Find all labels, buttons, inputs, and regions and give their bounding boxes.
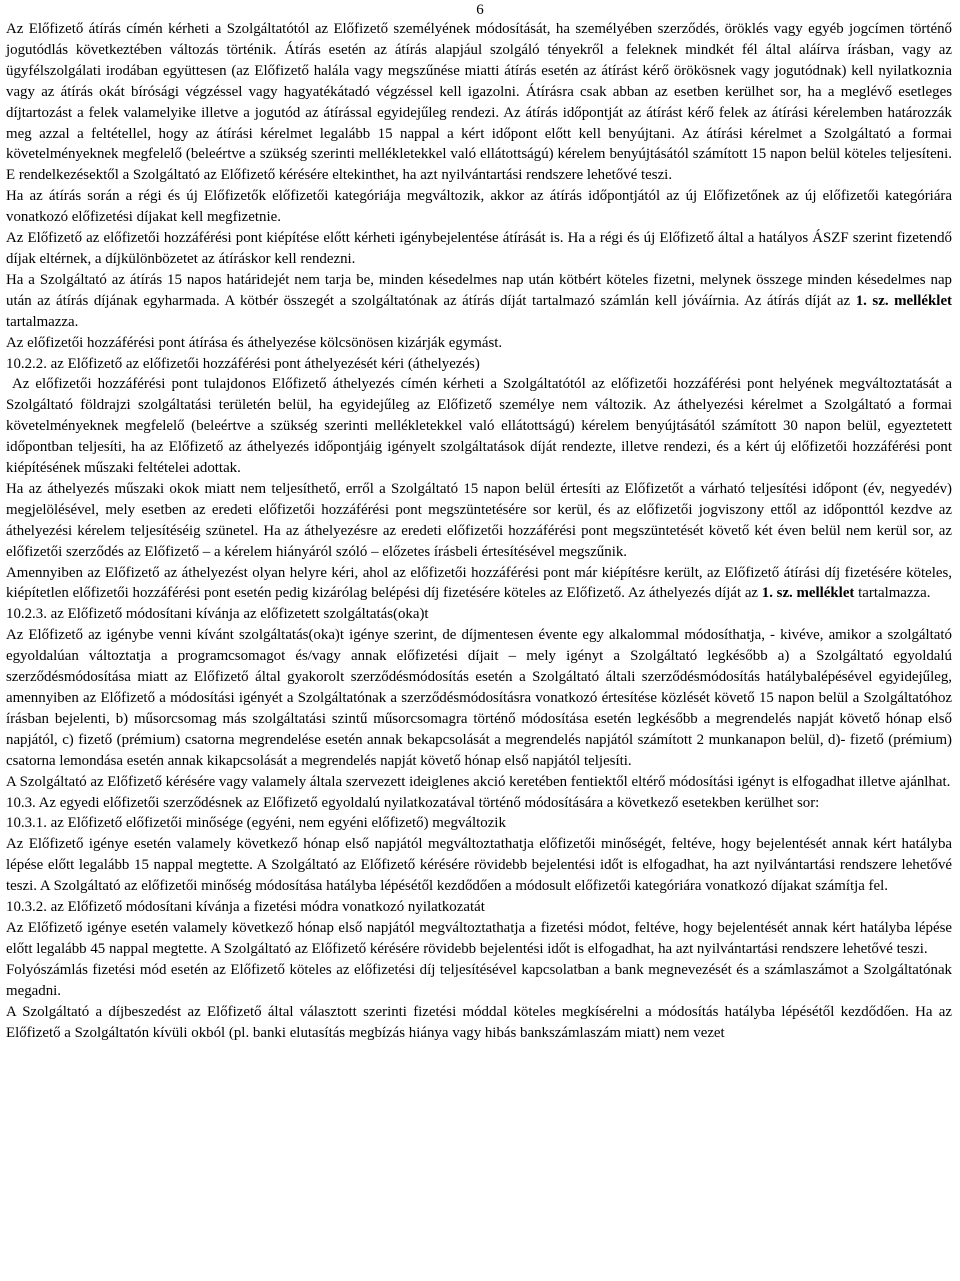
text-run: tartalmazza. — [854, 585, 931, 602]
text-run: 10.3.2. az Előfizető módosítani kívánja a fizetési módra vonatkozó nyilatkozatát — [6, 899, 485, 916]
text-run: Az Előfizető igénye esetén valamely következő hónap első napjától megváltoztathatja előfizetői minőségét, feltéve, hogy bejelentését annak kért hatályba lépése előtt legalább 15 nappal megtette. A Szolgáltató az Előfizető kérésére rövidebb bejelentési időt is elfogadhat, ha azt nyilvántartási rendszere lehetővé teszi. A Szolgáltató az előfizetői minőség módosítása hatályba lépésétől kezdődően a módosult előfizetői kategóriára vonatkozó díjakat számítja fel. — [6, 836, 952, 895]
paragraph — [6, 19, 952, 186]
section-heading — [6, 604, 952, 625]
paragraph — [6, 186, 952, 228]
text-run: Ha az átírás során a régi és új Előfizetők előfizetői kategóriája megváltozik, akkor az átírás időpontjától az új Előfizetőnek az új előfizetői kategóriára vonatkozó előfizetési díjakat kell megfizetnie. — [6, 188, 952, 226]
text-run: Az Előfizető igénye esetén valamely következő hónap első napjától megváltoztathatja a fizetési módot, feltéve, hogy bejelentését annak kért hatályba lépése előtt legalább 45 nappal megtette. A Szolgáltató az Előfizető kérésére rövidebb bejelentési időt is elfogadhat, ha azt nyilvántartási rendszere lehetővé teszi. — [6, 919, 952, 957]
text-run: 10.3. Az egyedi előfizetői szerződésnek az Előfizető egyoldalú nyilatkozatával történő módosítására a következő esetekben kerülhet sor: — [6, 794, 820, 811]
text-run: 10.2.3. az Előfizető módosítani kívánja az előfizetett szolgáltatás(oka)t — [6, 606, 429, 623]
text-run: 10.2.2. az Előfizető az előfizetői hozzáférési pont áthelyezését kéri (áthelyezés) — [6, 355, 480, 372]
paragraph — [6, 834, 952, 897]
paragraph — [6, 1002, 952, 1044]
text-run: A Szolgáltató az Előfizető kérésére vagy valamely általa szervezett ideiglenes akció keretében fentiektől eltérő módosítási igényt is elfogadhat illetve ajánlhat. — [6, 773, 951, 790]
body-text — [6, 19, 952, 1043]
text-run: Az előfizetői hozzáférési pont átírása és áthelyezése kölcsönösen kizárják egymást. — [6, 334, 503, 351]
paragraph — [6, 479, 952, 563]
text-run: tartalmazza. — [6, 313, 79, 330]
text-run: Amennyiben az Előfizető az áthelyezést olyan helyre kéri, ahol az előfizetői hozzáférési pont már kiépítésre került, az Előfizető átírási díj fizetésére köteles, kiépítetlen előfizetői hozzáférési pont esetén pedig kizárólag belépési díj fizetésére köteles az Előfizető. Az áthelyezés díját az — [6, 564, 952, 602]
paragraph — [6, 333, 952, 354]
text-run: A Szolgáltató a díjbeszedést az Előfizető által választott szerinti fizetési móddal köteles megkísérelni a módosítás hatályba lépésétől kezdődően. Ha az Előfizető a Szolgáltatón kívüli okból (pl. banki elutasítás megbízás hiánya vagy hibás bankszámlaszám miatt) nem vezet — [6, 1003, 952, 1041]
section-heading — [6, 813, 952, 834]
bold-reference: 1. sz. melléklet — [761, 585, 855, 602]
bold-reference: 1. sz. melléklet — [855, 292, 953, 309]
paragraph — [6, 374, 952, 479]
paragraph — [6, 270, 952, 333]
paragraph — [6, 918, 952, 960]
paragraph — [6, 563, 952, 605]
paragraph — [6, 772, 952, 793]
text-run: Az Előfizető átírás címén kérheti a Szolgáltatótól az Előfizető személyének módosítását, ha személyében szerződés, öröklés vagy egyéb jogcímen történő jogutódlás következtében változás történik. Átírás esetén az átírás alapjául szolgáló tényekről a feleknek mindkét fél által aláírva írásban, vagy az ügyfélszolgálati irodában együttesen (az Előfizető halála vagy megszűnése miatti átírás esetén az átírást kérő örökösnek vagy jogutódnak) kell nyilatkoznia vagy az átírás okát bírósági végzéssel vagy hagyatékátadó végzéssel kell igazolni. Átírásra csak abban az esetben kerülhet sor, ha a meglévő esetleges díjtartozást a felek valamelyike illetve a jogutód az átírással egyidejűleg rendezi. Az átírás időpontját az átírást kérő felek az átírási kérelemben határozzák meg azzal a feltétellel, hogy az átírási kérelmet legalább 15 nappal a kért időpont előtt kell benyújtani. Az átírási kérelmet a Szolgáltató a formai követelményeknek megfelelő (beleértve a szükség szerinti mellékletekkel való ellátottságú) kérelem benyújtásától számított 15 napon belül köteles teljesíteni. E rendelkezésektől a Szolgáltató az Előfizető kérésére eltekinthet, ha azt nyilvántartási rendszere lehetővé teszi. — [6, 21, 952, 184]
section-heading — [6, 897, 952, 918]
text-run: Ha a Szolgáltató az átírás 15 napos határidejét nem tarja be, minden késedelmes nap után kötbért köteles fizetni, melynek összege minden késedelmes nap után az átírás díjának egyharmada. A kötbér összegét a szolgáltatónak az átírás díját tartalmazó számlán kell jóváírnia. Az átírás díját az — [6, 271, 952, 309]
page-number: 6 — [476, 2, 484, 18]
paragraph — [6, 228, 952, 270]
text-run: Az Előfizető az előfizetői hozzáférési pont kiépítése előtt kérheti igénybejelentése átírását is. Ha a régi és új Előfizető által a hatályos ÁSZF szerint fizetendő díjak eltérnek, a díjkülönbözetet az átíráskor kell rendezni. — [6, 230, 952, 267]
paragraph — [6, 625, 952, 771]
paragraph — [6, 960, 952, 1002]
text-run: Az Előfizető az igénybe venni kívánt szolgáltatás(oka)t igénye szerint, de díjmentesen évente egy alkalommal módosíthatja, - kivéve, amikor a szolgáltató egyoldalúan változtatja a programcsomagot és/vagy annak előfizetési díjait – mely igényt a Szolgáltató legkésőbb a) a Szolgáltató egyoldalú szerződésmódosítása miatt az Előfizető által gyakorolt szerződésmódosítás esetén a Szolgáltató általi szerződésmódosítás hatálybalépésével egyidejűleg, amennyiben az Előfizető a módosítási igényét a Szolgáltatónak a szerződésmódosításra vonatkozó értesítése közlését követő 15 napon belül a Szolgáltatóhoz írásban bejelenti, b) műsorcsomag más szolgáltatási szintű műsorcsomagra történő módosítása esetén legkésőbb a megrendelés napját követő hónap első napjától, c) fizető (prémium) csatorna megrendelése esetén annak bekapcsolását a megrendelés napjától számított 2 munkanapon belül, d)- fizető (prémium) csatorna lemondása esetén annak kikapcsolását a megrendelés napját követő hónap első napjától teljesíti. — [6, 627, 952, 769]
section-heading — [6, 793, 952, 814]
text-run: Az előfizetői hozzáférési pont tulajdonos Előfizető áthelyezés címén kérheti a Szolgáltatótól az előfizetői hozzáférési pont helyének megváltoztatását a Szolgáltató földrajzi szolgáltatási területén belül, ha egyidejűleg az Előfizető személye nem változik. Az áthelyezési kérelmet a Szolgáltató a formai követelményeknek megfelelő (beleértve a szükség szerinti mellékletekkel való ellátottságú) kérelem benyújtásától számított 30 napon belül, egyeztetett időpontban teljesíti, ha az Előfizető az áthelyezés időpontjáig igényelt szolgáltatások díját rendezte, illetve rendezi, és a kért új előfizetői hozzáférési pont kiépítésének műszaki feltételei adottak. — [6, 376, 952, 477]
text-run: Ha az áthelyezés műszaki okok miatt nem teljesíthető, erről a Szolgáltató 15 napon belül értesíti az Előfizetőt a várható teljesítési időpont (év, negyedév) megjelölésével, mely esetben az eredeti előfizetői hozzáférési pont megszüntetésére sor kerül, és az előfizetői jogviszony ettől az időponttól kezdve az áthelyezési kérelem teljesítéséig szünetel. Ha az áthelyezésre az eredeti előfizetői hozzáférési pont megszüntetését követő két éven belül nem kerül sor, az előfizetői szerződés az Előfizető – a kérelem hiányáról szóló – előzetes írásbeli értesítésével megszűnik. — [6, 480, 952, 560]
section-heading — [6, 354, 952, 375]
text-run: 10.3.1. az Előfizető előfizetői minősége (egyéni, nem egyéni előfizető) megváltozik — [6, 815, 506, 832]
text-run: Folyószámlás fizetési mód esetén az Előfizető köteles az előfizetési díj teljesítésével kapcsolatban a bank megnevezését és a számlaszámot a Szolgáltatónak megadni. — [6, 961, 952, 999]
